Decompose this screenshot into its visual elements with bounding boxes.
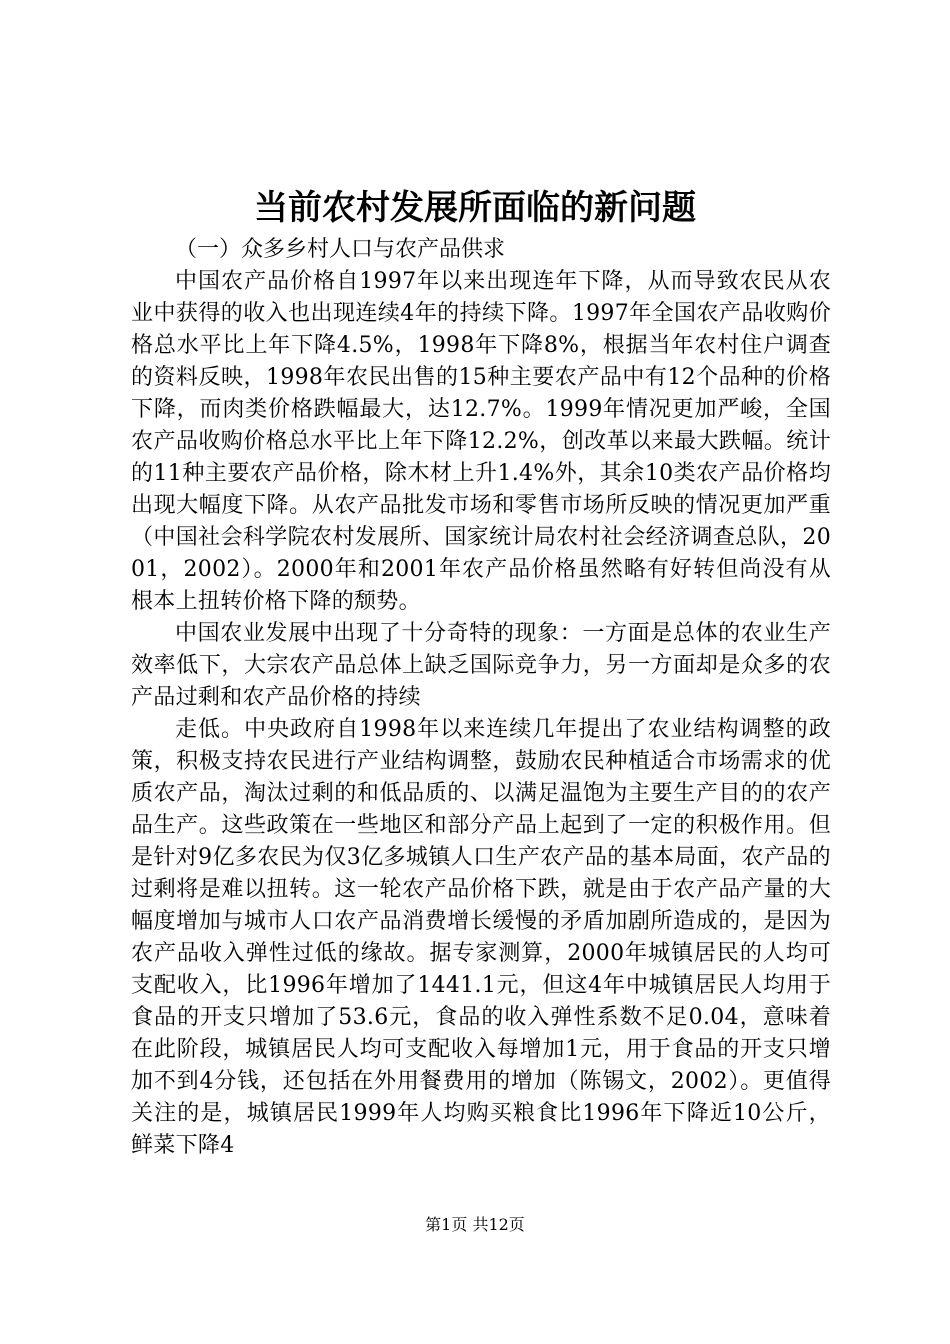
page-number: 第1页 共12页	[425, 1215, 525, 1234]
paragraph-2: 中国农业发展中出现了十分奇特的现象：一方面是总体的农业生产效率低下，大宗农产品总体上缺乏国际竞争力，另一方面却是众多的农产品过剩和农产品价格的持续	[131, 621, 831, 710]
page-title: 当前农村发展所面临的新问题	[254, 188, 696, 228]
paragraph-3: 走低。中央政府自1998年以来连续几年提出了农业结构调整的政策，积极支持农民进行产业结构调整，鼓励农民种植适合市场需求的优质农产品，淘汰过剩的和低品质的、以满足温饱为主要生产目的的农产品生产。这些政策在一些地区和部分产品上起到了一定的积极作用。但是针对9亿多农民为仅3亿多城镇人口生产农产品的基本局面，农产品的过剩将是难以扭转。这一轮农产品价格下跌，就是由于农产品产量的大幅度增加与城市人口农产品消费增长缓慢的矛盾加剧所造成的，是因为农产品收入弹性过低的缘故。据专家测算，2000年城镇居民的人均可支配收入，比1996年增加了1441.1元，但这4年中城镇居民人均用于食品的开支只增加了53.6元，食品的收入弹性系数不足0.04，意味着在此阶段，城镇居民人均可支配收入每增加1元，用于食品的开支只增加不到4分钱，还包括在外用餐费用的增加（陈锡文，2002）。更值得关注的是，城镇居民1999年人均购买粮食比1996年下降近10公斤，鲜菜下降4	[131, 717, 831, 1158]
section-heading: （一）众多乡村人口与农产品供求	[175, 237, 506, 262]
paragraph-1: 中国农产品价格自1997年以来出现连年下降，从而导致农民从农业中获得的收入也出现连续4年的持续下降。1997年全国农产品收购价格总水平比上年下降4.5%，1998年下降8%，根据当年农村住户调查的资料反映，1998年农民出售的15种主要农产品中有12个品种的价格下降，而肉类价格跌幅最大，达12.7%。1999年情况更加严峻，全国农产品收购价格总水平比上年下降12.2%，创改革以来最大跌幅。统计的11种主要农产品价格，除木材上升1.4%外，其余10类农产品价格均出现大幅度下降。从农产品批发市场和零售市场所反映的情况更加严重（中国社会科学院农村发展所、国家统计局农村社会经济调查总队，2001，2002）。2000年和2001年农产品价格虽然略有好转但尚没有从根本上扭转价格下降的颓势。	[131, 269, 831, 614]
document-body	[131, 234, 831, 1162]
